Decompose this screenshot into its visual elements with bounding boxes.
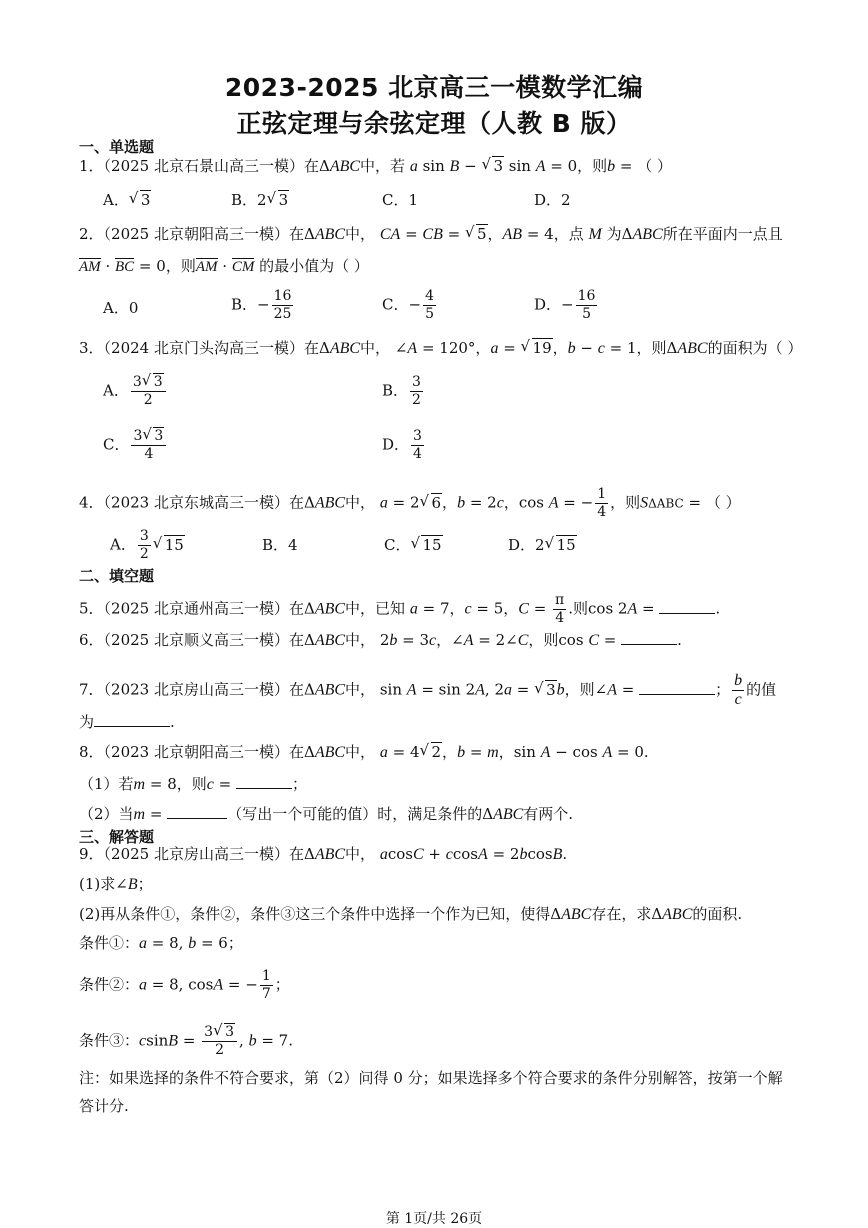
q4-option-c[interactable]: C．√ 15 (384, 535, 443, 555)
section-heading-fill-in: 二、填空题 (79, 567, 155, 585)
q3-option-b[interactable]: B． $\frac{3}{2}$ (382, 374, 421, 408)
condition-3: 条件③：csinB = $\frac{3√ 3}{2}$ , b = 7. (79, 1024, 293, 1059)
q1-option-d[interactable]: D．2 (534, 191, 571, 209)
q1-option-b[interactable]: B．2√ 3 (231, 190, 289, 210)
question-9-part-1: (1)求∠B； (79, 875, 153, 893)
section-heading-single-choice: 一、单选题 (79, 138, 155, 156)
q2-option-c[interactable]: C．− $\frac{4}{5}$ (382, 288, 434, 322)
q2-option-a[interactable]: A．0 (103, 299, 139, 317)
question-9-part-2: (2)再从条件①，条件②，条件③这三个条件中选择一个作为已知，使得ΔABC存在，求ΔABC的面积. (79, 905, 743, 923)
question-5: 5．（2025 北京通州高三一模）在ΔABC中，已知 a = 7，c = 5，C = $\frac{\pi}{4}$ .则cos 2A = . (79, 592, 721, 626)
question-9: 9．（2025 北京房山高三一模）在ΔABC中， acosC + ccosA = 2bcosB. (79, 845, 568, 863)
q3-option-a[interactable]: A． $\frac{3√ 3}{2}$ (103, 374, 168, 409)
note-line1: 注：如果选择的条件不符合要求，第（2）问得 0 分；如果选择多个符合要求的条件分别解答，按第一个解 (79, 1069, 783, 1087)
q4-option-a[interactable]: A． $\frac{3}{2}$ √ 15 (110, 528, 185, 563)
q1-option-c[interactable]: C．1 (382, 191, 419, 209)
question-8-part-2: （2）当m = （写出一个可能的值）时，满足条件的ΔABC有两个. (79, 805, 574, 823)
question-7-line1: 7．（2023 北京房山高三一模）在ΔABC中， sin A = sin 2A, 2a = √ 3b，则∠A = ； $\frac{b}{c}$ 的值 (79, 672, 776, 709)
page-footer: 第 1页/共 26页 (385, 1211, 483, 1227)
q1-option-a[interactable]: A．√ 3 (103, 190, 151, 210)
q2-option-b[interactable]: B．− $\frac{16}{25}$ (231, 288, 292, 322)
question-7-line2: 为 . (79, 713, 175, 731)
q4-option-d[interactable]: D．2√ 15 (508, 535, 577, 555)
condition-2: 条件②：a = 8, cosA = − $\frac{1}{7}$ ； (79, 968, 290, 1002)
q4-option-b[interactable]: B．4 (262, 536, 298, 554)
question-2-line1: 2．（2025 北京朝阳高三一模）在ΔABC中， CA = CB = √ 5，AB = 4，点 M 为ΔABC所在平面内一点且 (79, 224, 783, 245)
section-heading-answer: 三、解答题 (79, 828, 155, 846)
q2-option-d[interactable]: D．− $\frac{16}{5}$ (534, 288, 596, 322)
page-title-line1: 2023-2025 北京高三一模数学汇编 (224, 73, 644, 102)
condition-1: 条件①：a = 8, b = 6； (79, 934, 243, 952)
question-2-line2: AM · BC = 0，则AM · CM 的最小值为（ ） (79, 257, 369, 275)
question-4: 4．（2023 北京东城高三一模）在ΔABC中， a = 2√ 6，b = 2c，cos A = − $\frac{1}{4}$ ，则SΔABC = （ ） (79, 486, 741, 521)
question-1: 1．（2025 北京石景山高三一模）在ΔABC中，若 a sin B − √ 3 sin A = 0，则b = （ ） (79, 156, 672, 177)
note-line2: 答计分. (79, 1097, 129, 1115)
question-3: 3．（2024 北京门头沟高三一模）在ΔABC中， ∠A = 120°，a = √ 19，b − c = 1，则ΔABC的面积为（ ） (79, 338, 802, 359)
page-title-line2: 正弦定理与余弦定理（人教 B 版） (236, 109, 632, 138)
q3-option-c[interactable]: C． $\frac{3√ 3}{4}$ (103, 428, 168, 463)
question-8: 8．（2023 北京朝阳高三一模）在ΔABC中， a = 4√ 2，b = m，sin A − cos A = 0. (79, 742, 649, 763)
q3-option-d[interactable]: D． $\frac{3}{4}$ (382, 428, 422, 462)
question-6: 6．（2025 北京顺义高三一模）在ΔABC中， 2b = 3c，∠A = 2∠C，则cos C = . (79, 631, 682, 649)
question-8-part-1: （1）若m = 8，则c = ； (79, 775, 308, 793)
